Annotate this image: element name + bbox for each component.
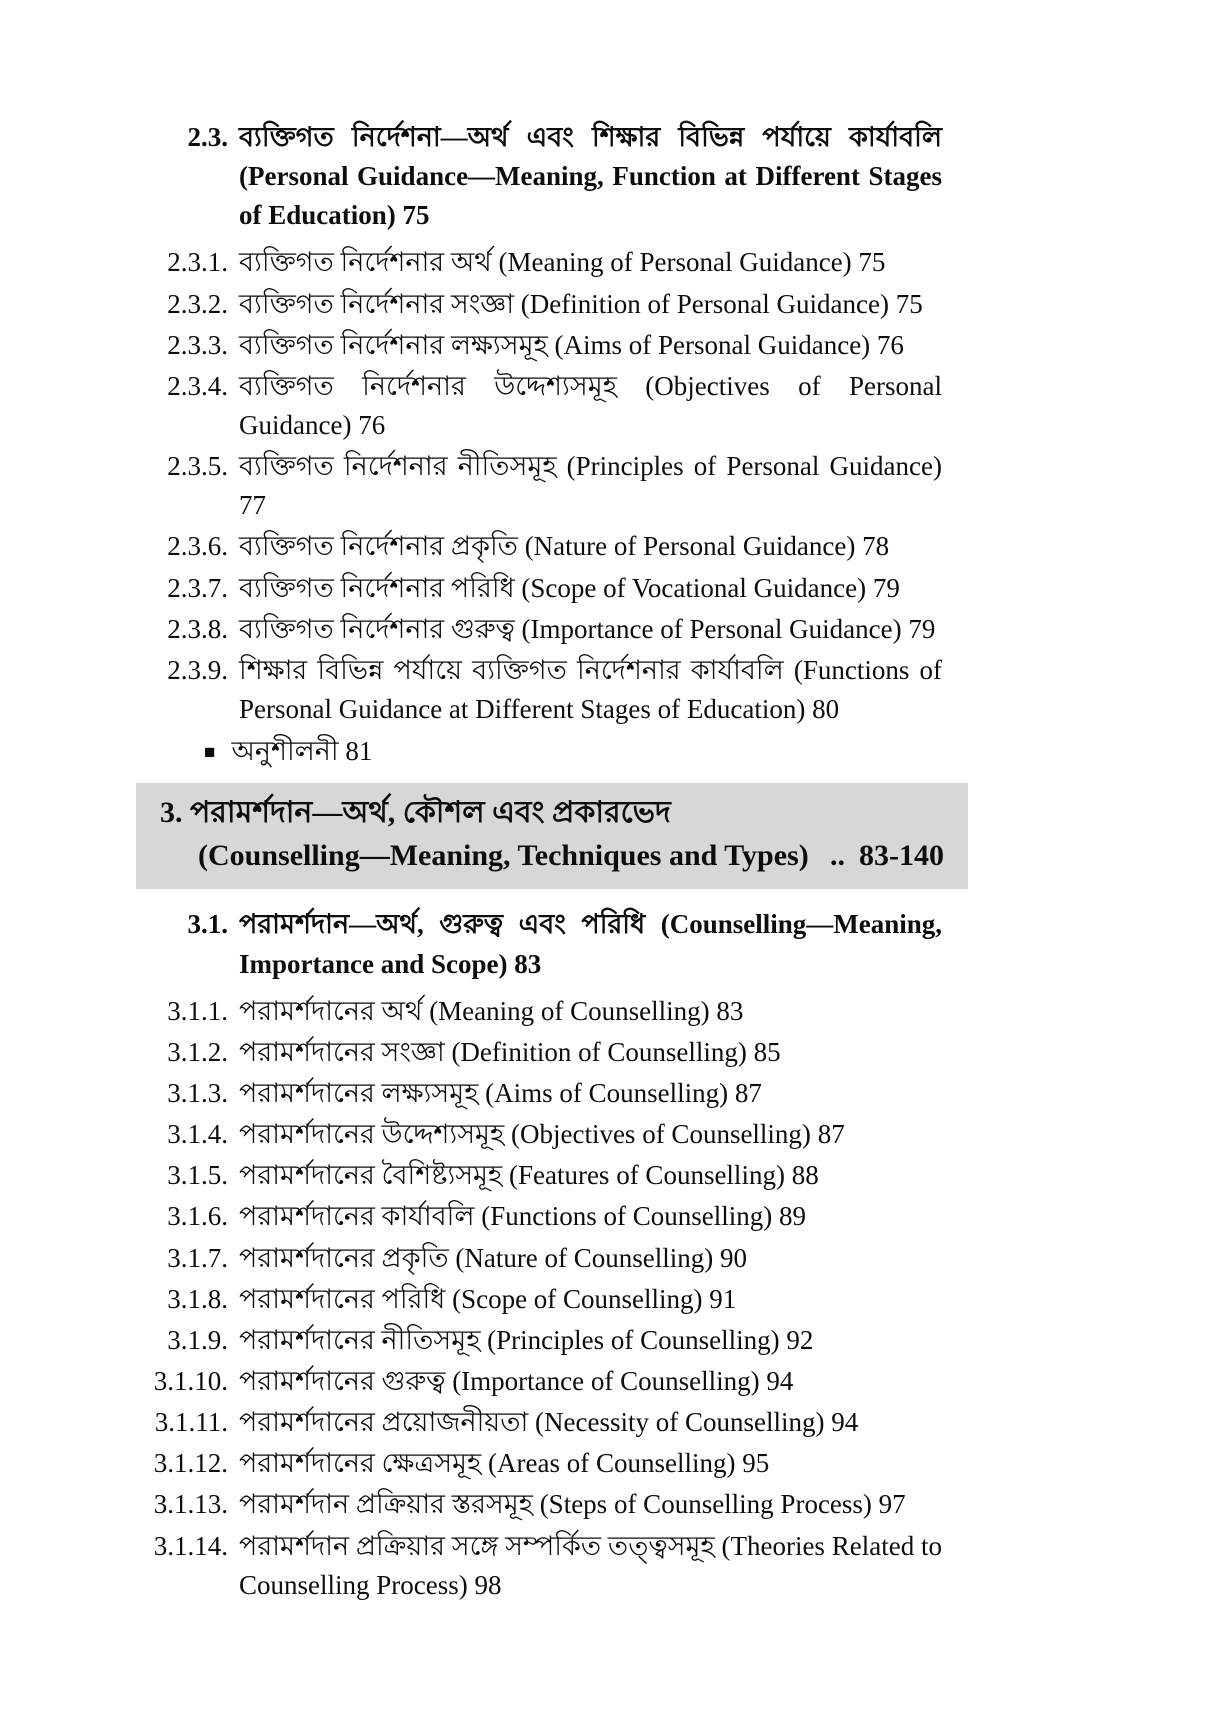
entry-number: 2.3.6. (167, 531, 228, 562)
chapter-page-range: 83-140 (859, 838, 944, 872)
entry-text (228, 326, 942, 365)
entry-number: 2.3.9. (167, 654, 228, 685)
leader-dots: .. (830, 838, 845, 872)
toc-entry (140, 1485, 942, 1524)
entry-text-bengali: ব্যক্তিগত নির্দেশনার প্রকৃতি (239, 531, 525, 562)
entry-number: 3.1.14. (153, 1530, 228, 1561)
toc-entry (140, 1444, 942, 1483)
toc-entry (140, 1362, 942, 1401)
entry-number: 2.3.7. (167, 572, 228, 603)
entry-page: 92 (779, 1324, 814, 1355)
entry-text-bengali: ব্যক্তিগত নির্দেশনার পরিধি (239, 572, 522, 603)
entry-text-english: (Objectives of Counselling) (510, 1119, 811, 1150)
toc-list (140, 118, 942, 1605)
toc-entry (140, 1280, 942, 1319)
entry-text-bengali: ব্যক্তিগত নির্দেশনার উদ্দেশ্যসমূহ (239, 370, 646, 401)
entry-text-bengali: পরামর্শদানের পরিধি (239, 1283, 453, 1314)
toc-entry (140, 1527, 942, 1605)
entry-page: 94 (824, 1407, 859, 1438)
chapter-title-english: (Counselling—Meaning, Techniques and Types) (198, 838, 809, 872)
entry-page: 89 (772, 1201, 807, 1232)
entry-text-bengali: অনুশীলনী (231, 736, 339, 767)
entry-text (228, 651, 942, 729)
entry-text (228, 1197, 942, 1236)
table-of-contents (140, 0, 942, 1605)
toc-entry (140, 1403, 942, 1442)
entry-page: 75 (395, 200, 430, 231)
chapter-number: 3. (160, 796, 190, 830)
entry-number: 2.3.2. (167, 288, 228, 319)
entry-text (228, 992, 942, 1031)
entry-text (228, 1280, 942, 1319)
toc-entry (140, 1197, 942, 1236)
entry-number: 3.1.13. (153, 1489, 228, 1520)
chapter-subtitle-line (160, 835, 944, 878)
entry-page: 78 (855, 531, 890, 562)
entry-text-english: (Aims of Personal Guidance) (554, 329, 871, 360)
entry-text-bengali: পরামর্শদানের ক্ষেত্রসমূহ (239, 1448, 488, 1479)
entry-text-english: (Definition of Counselling) (451, 1036, 747, 1067)
entry-text (228, 527, 942, 566)
entry-number: 3.1.1. (167, 995, 228, 1026)
entry-number: 3.1.9. (167, 1324, 228, 1355)
entry-text-bengali: পরামর্শদানের উদ্দেশ্যসমূহ (239, 1119, 511, 1150)
entry-text (228, 1485, 942, 1524)
entry-text-bengali: পরামর্শদানের লক্ষ্যসমূহ (239, 1078, 486, 1108)
entry-text-bengali: পরামর্শদানের গুরুত্ব (239, 1365, 453, 1396)
entry-text-bengali: পরামর্শদানের প্রয়োজনীয়তা (239, 1407, 536, 1438)
entry-text (228, 118, 942, 235)
entry-text-english: (Definition of Personal Guidance) (520, 288, 889, 319)
entry-number: 2.3.4. (167, 370, 228, 401)
entry-text-bengali: ব্যক্তিগত নির্দেশনার নীতিসমূহ (239, 451, 567, 482)
entry-page: 90 (713, 1242, 748, 1273)
entry-page: 79 (866, 572, 900, 603)
entry-text-english: (Features of Counselling) (508, 1160, 785, 1191)
entry-text-bengali: পরামর্শদান প্রক্রিয়ার স্তরসমূহ (239, 1489, 540, 1520)
entry-page: 80 (805, 693, 840, 724)
entry-page: 75 (888, 288, 923, 319)
entry-page: 79 (901, 613, 936, 644)
toc-entry (140, 1074, 942, 1113)
section-heading (140, 905, 942, 983)
entry-page: 81 (338, 736, 373, 767)
entry-text (228, 1362, 942, 1401)
entry-number: 3.1.3. (167, 1078, 228, 1108)
entry-text-bengali: ব্যক্তিগত নির্দেশনার লক্ষ্যসমূহ (239, 329, 555, 360)
entry-text (228, 1074, 942, 1113)
entry-text-bengali: পরামর্শদান প্রক্রিয়ার সঙ্গে সম্পর্কিত তত্ত্বসমূহ (239, 1530, 722, 1561)
toc-entry (140, 992, 942, 1031)
entry-page: 87 (810, 1119, 845, 1150)
toc-entry (140, 1156, 942, 1195)
entry-text-english: (Scope of Vocational Guidance) (521, 572, 867, 603)
entry-text (228, 367, 942, 445)
entry-page: 94 (759, 1365, 794, 1396)
entry-text (228, 1033, 942, 1072)
entry-text-bengali: ব্যক্তিগত নির্দেশনার সংজ্ঞা (239, 288, 521, 319)
square-bullet-icon: ■ (204, 742, 216, 764)
entry-text (228, 1115, 942, 1154)
entry-text (228, 1156, 942, 1195)
entry-page: 83 (709, 995, 744, 1026)
entry-number: 3.1.6. (167, 1201, 228, 1232)
toc-entry (140, 527, 942, 566)
entry-text-english: (Importance of Counselling) (452, 1365, 760, 1396)
entry-text-english: (Personal Guidance—Meaning, Function at Different Stages of Education) (239, 161, 942, 231)
entry-text-english: (Importance of Personal Guidance) (521, 613, 902, 644)
entry-number: 3.1. (187, 909, 228, 940)
entry-number: 3.1.5. (167, 1160, 228, 1191)
entry-page: 91 (702, 1283, 737, 1314)
entry-text (228, 905, 942, 983)
entry-number: 2.3. (187, 122, 228, 152)
chapter-title-line (160, 792, 944, 835)
entry-text (228, 1444, 942, 1483)
toc-entry (140, 610, 942, 649)
entry-text-bengali: পরামর্শদানের অর্থ (239, 995, 430, 1026)
entry-page: 85 (746, 1036, 781, 1067)
entry-number: 3.1.7. (167, 1242, 228, 1273)
toc-entry (140, 569, 942, 608)
entry-number: 3.1.4. (167, 1119, 228, 1150)
entry-text-english: (Functions of Personal Guidance at Different Stages of Education) (239, 654, 942, 724)
entry-text-bengali: ব্যক্তিগত নির্দেশনার অর্থ (239, 247, 499, 278)
chapter-title-bengali: পরামর্শদান—অর্থ, কৌশল এবং প্রকারভেদ (190, 796, 671, 830)
toc-entry (140, 1033, 942, 1072)
entry-text (228, 569, 942, 608)
entry-number: 3.1.2. (167, 1036, 228, 1067)
exercise-item (204, 732, 942, 771)
entry-text-english: (Principles of Personal Guidance) (566, 451, 942, 482)
entry-text-bengali: ব্যক্তিগত নির্দেশনা—অর্থ এবং শিক্ষার বিভিন্ন পর্যায়ে কার্যাবলি (239, 122, 942, 152)
entry-text-bengali: পরামর্শদানের প্রকৃতি (239, 1242, 456, 1273)
entry-text (228, 285, 942, 324)
toc-entry (140, 651, 942, 729)
toc-entry (140, 1321, 942, 1360)
entry-text-english: (Aims of Counselling) (485, 1078, 729, 1108)
entry-text (228, 1321, 942, 1360)
entry-text-english: (Meaning of Personal Guidance) (498, 247, 852, 278)
entry-page: 76 (351, 409, 386, 440)
entry-number: 2.3.3. (167, 329, 228, 360)
entry-text (228, 447, 942, 525)
entry-page: 75 (851, 247, 886, 278)
entry-text-english: (Functions of Counselling) (481, 1201, 773, 1232)
entry-text-english: (Theories Related to Counselling Process) (239, 1530, 943, 1600)
entry-text-bengali: পরামর্শদানের কার্যাবলি (239, 1201, 482, 1232)
toc-entry (140, 326, 942, 365)
entry-text-bengali: পরামর্শদানের নীতিসমূহ (239, 1324, 488, 1355)
entry-text (231, 732, 372, 771)
toc-entry (140, 1239, 942, 1278)
entry-number: 3.1.10. (153, 1365, 228, 1396)
entry-page: 95 (735, 1448, 770, 1479)
entry-text-bengali: পরামর্শদান—অর্থ, গুরুত্ব এবং পরিধি (239, 909, 661, 940)
entry-text-bengali: শিক্ষার বিভিন্ন পর্যায়ে ব্যক্তিগত নির্দেশনার কার্যাবলি (239, 654, 794, 685)
section-heading (140, 118, 942, 235)
entry-text (228, 1239, 942, 1278)
toc-entry (140, 1115, 942, 1154)
entry-page: 87 (728, 1078, 762, 1108)
entry-number: 3.1.12. (153, 1448, 228, 1479)
toc-entry (140, 447, 942, 525)
entry-text-english: (Principles of Counselling) (487, 1324, 780, 1355)
chapter-heading (136, 783, 968, 889)
entry-page: 76 (870, 329, 904, 360)
entry-text-english: (Meaning of Counselling) (429, 995, 710, 1026)
entry-text (228, 610, 942, 649)
entry-text (228, 1527, 942, 1605)
entry-text-english: (Counselling—Meaning, Importance and Scope) (239, 909, 942, 979)
entry-text-bengali: পরামর্শদানের বৈশিষ্ট্যসমূহ (239, 1160, 509, 1191)
entry-number: 2.3.8. (167, 613, 228, 644)
entry-text-english: (Nature of Personal Guidance) (524, 531, 856, 562)
entry-text-english: (Objectives of Personal Guidance) (239, 370, 942, 440)
entry-text-english: (Nature of Counselling) (455, 1242, 714, 1273)
entry-text-bengali: ব্যক্তিগত নির্দেশনার গুরুত্ব (239, 613, 522, 644)
entry-text-english: (Necessity of Counselling) (535, 1407, 825, 1438)
toc-entry (140, 285, 942, 324)
entry-number: 3.1.8. (167, 1283, 228, 1314)
entry-text-bengali: পরামর্শদানের সংজ্ঞা (239, 1036, 452, 1067)
toc-entry (140, 243, 942, 282)
entry-text-english: (Areas of Counselling) (488, 1448, 736, 1479)
entry-number: 2.3.5. (167, 451, 228, 482)
entry-text-english: (Steps of Counselling Process) (539, 1489, 872, 1520)
entry-text (228, 1403, 942, 1442)
entry-text-english: (Scope of Counselling) (452, 1283, 703, 1314)
entry-page: 97 (871, 1489, 906, 1520)
entry-number: 3.1.11. (154, 1407, 228, 1438)
entry-page: 77 (239, 490, 266, 521)
entry-page: 83 (507, 948, 542, 979)
toc-entry (140, 367, 942, 445)
entry-number: 2.3.1. (167, 247, 228, 278)
entry-page: 88 (784, 1160, 819, 1191)
entry-text (228, 243, 942, 282)
entry-page: 98 (467, 1569, 502, 1600)
